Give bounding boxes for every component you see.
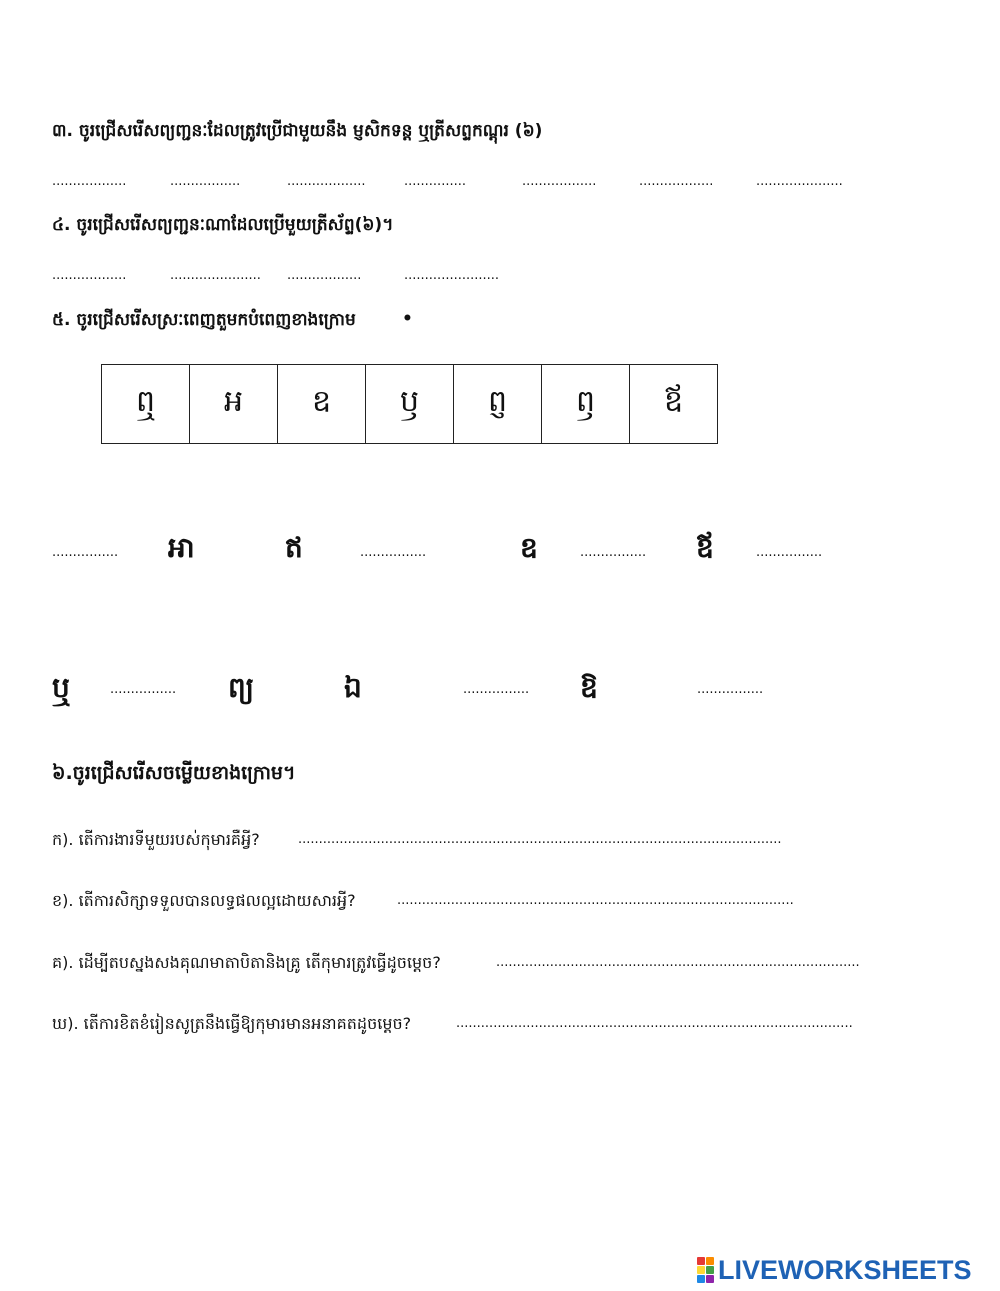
sequence-letter: ឯ	[344, 671, 362, 704]
answer-blank[interactable]: ................	[463, 682, 530, 697]
vowel-table	[101, 364, 718, 444]
answer-blank[interactable]: ................	[756, 545, 823, 560]
vowel-cell: ឧ	[278, 365, 366, 444]
section5-heading: ៥. ចូរជ្រើសរើសស្រៈពេញតួមកបំពេញខាងក្រោម	[52, 310, 356, 330]
answer-line[interactable]: ................................................................................................	[456, 1016, 853, 1031]
answer-blank[interactable]: ...................	[287, 174, 366, 189]
sequence-letter: ព្យ	[228, 671, 255, 704]
vowel-cell: ឭ	[542, 365, 630, 444]
answer-blank[interactable]: .................	[170, 174, 241, 189]
question-label: ឃ). តើការខិតខំរៀនសូត្រនឹងធ្វើឱ្យកុមារមានអនាគតដូចម្ដេច?	[52, 1014, 412, 1033]
vowel-cell: ព្ញ	[454, 365, 542, 444]
liveworksheets-logo[interactable]	[697, 1255, 972, 1285]
answer-blank[interactable]: ..................	[52, 268, 127, 283]
question-label: ក). តើការងារទីមួយរបស់កុមារគឺអ្វី?	[52, 830, 260, 849]
section6-heading: ៦.ចូរជ្រើសរើសចម្លើយខាងក្រោម។	[52, 762, 296, 784]
sequence-letter: ឬ	[52, 671, 70, 704]
answer-blank[interactable]: ..................	[52, 174, 127, 189]
answer-blank[interactable]: .......................	[404, 268, 500, 283]
sequence-letter: ឪ	[696, 531, 714, 564]
answer-blank[interactable]: ................	[52, 545, 119, 560]
logo-icon	[697, 1257, 714, 1283]
answer-blank[interactable]: ..................	[287, 268, 362, 283]
answer-blank[interactable]: ......................	[170, 268, 261, 283]
answer-line[interactable]: ........................................................................................	[496, 955, 860, 970]
answer-blank[interactable]: ................	[110, 682, 177, 697]
logo-text: LIVEWORKSHEETS	[718, 1254, 972, 1285]
sequence-letter: អា	[168, 531, 195, 564]
answer-blank[interactable]: ...............	[404, 174, 466, 189]
sequence-letter: ឥ	[285, 531, 303, 564]
vowel-cell: ឮ	[102, 365, 190, 444]
question-label: គ). ដើម្បីតបស្នងសងគុណមាតាបិតានិងគ្រូ តើកុមារត្រូវធ្វើដូចម្ដេច?	[52, 953, 441, 972]
vowel-cell: អ	[190, 365, 278, 444]
section4-heading: ៤. ចូរជ្រើសរើសព្យញ្ជនៈណាដែលប្រើមួយត្រីស័ព្ទ(៦)។	[52, 215, 394, 235]
answer-line[interactable]: .....................................................................................................................	[298, 832, 782, 847]
answer-blank[interactable]: ..................	[639, 174, 714, 189]
vowel-cell: ឫ	[366, 365, 454, 444]
question-label: ខ). តើការសិក្សាទទួលបានលទ្ធផលល្អដោយសារអ្វី?	[52, 891, 356, 910]
bullet: •	[402, 309, 413, 329]
answer-blank[interactable]: ................	[580, 545, 647, 560]
sequence-letter: ឧ	[520, 531, 538, 564]
vowel-cell: ឪ	[630, 365, 718, 444]
answer-line[interactable]: ................................................................................................	[397, 893, 794, 908]
answer-blank[interactable]: ..................	[522, 174, 597, 189]
section3-heading: ៣. ចូរជ្រើសរើសព្យញ្ជនៈដែលត្រូវប្រើជាមួយនឹង ម្ញសិកទន្ត ឬត្រីសព្ទកណ្ដុរ (៦)	[52, 121, 543, 141]
sequence-letter: ឱ	[580, 671, 598, 704]
answer-blank[interactable]: ................	[360, 545, 427, 560]
answer-blank[interactable]: .....................	[756, 174, 843, 189]
answer-blank[interactable]: ................	[697, 682, 764, 697]
